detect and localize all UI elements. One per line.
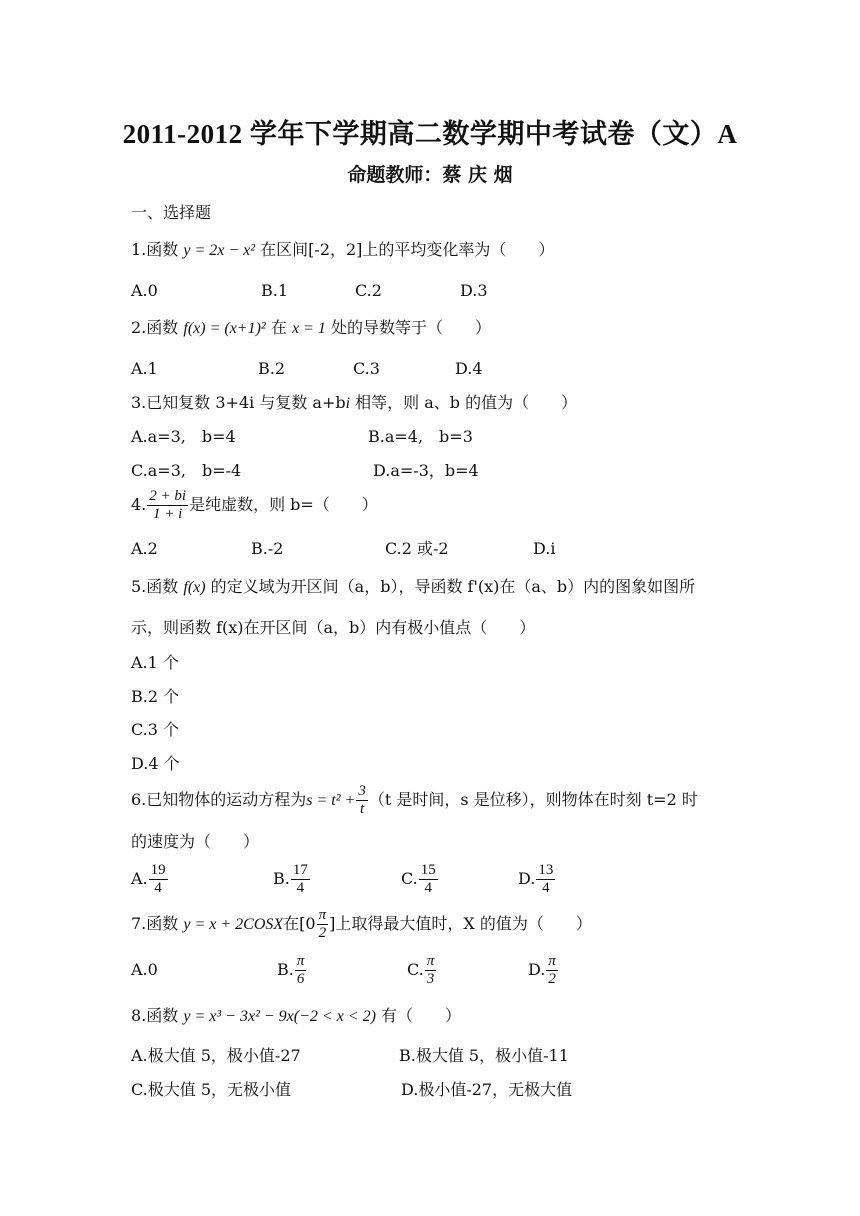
q6-option-c-label: C. (401, 869, 418, 888)
q5-option-a: A.1 个 (131, 653, 179, 672)
q6-option-d-num: 13 (538, 862, 554, 878)
q2-formula: f(x) = (x+1)² (183, 320, 266, 337)
q7-suffix: ]上取得最大值时，X 的值为（ ） (329, 914, 592, 933)
q1-suffix: 在区间[-2，2]上的平均变化率为（ ） (260, 240, 555, 259)
q6-option-a-label: A. (131, 869, 148, 888)
q6-suffix: （t 是时间，s 是位移），则物体在时刻 t=2 时 (368, 790, 698, 809)
q2-prefix: 2.函数 (131, 318, 179, 337)
q7-numerator: π (318, 907, 327, 923)
q6-prefix: 6.已知物体的运动方程为 (131, 790, 307, 809)
q5-option-d: D.4 个 (131, 754, 180, 773)
question-6 (131, 783, 698, 818)
q4-numerator: 2 + bi (149, 488, 187, 504)
q6-option-c-den: 4 (424, 880, 433, 896)
q5-formula: f(x) (183, 579, 206, 596)
q1-option-d: D.3 (460, 281, 488, 300)
q1-prefix: 1.函数 (131, 240, 179, 259)
q4-fraction (147, 488, 188, 523)
q3-suffix: 相等，则 a、b 的值为（ ） (355, 393, 578, 412)
q6-option-a (131, 862, 169, 897)
q2-mid: 在 (270, 318, 287, 337)
q6-option-d-label: D. (518, 869, 536, 888)
q5-option-c: C.3 个 (131, 720, 180, 739)
q5-prefix: 5.函数 (131, 577, 179, 596)
q4-prefix: 4. (131, 495, 147, 514)
q2-condition: x = 1 (291, 320, 326, 337)
q8-option-a: A.极大值 5，极小值-27 (131, 1046, 301, 1065)
q6-option-c-fraction (419, 862, 438, 897)
q7-option-d (528, 953, 559, 988)
author-line: 命题教师：蔡 庆 烟 (347, 164, 513, 186)
q7-fraction (317, 907, 329, 942)
q6-numerator: 3 (358, 783, 366, 799)
question-7 (131, 907, 592, 942)
q6-option-d-fraction (536, 862, 555, 897)
q6-option-a-num: 19 (150, 862, 166, 878)
q6-option-b-label: B. (273, 869, 290, 888)
q8-option-b: B.极大值 5，极小值-11 (399, 1046, 569, 1065)
q5-line-2: 示，则函数 f(x)在开区间（a，b）内有极小值点（ ） (131, 618, 536, 637)
q6-line-2: 的速度为（ ） (131, 832, 260, 851)
q7-option-d-num: π (548, 953, 556, 969)
q3-option-d: D.a=-3，b=4 (373, 461, 479, 480)
q7-option-d-label: D. (528, 960, 546, 979)
q7-option-c (407, 953, 437, 988)
q6-option-a-den: 4 (154, 880, 162, 896)
question-2 (131, 318, 491, 339)
q7-option-c-fraction (425, 953, 437, 988)
q1-formula: y = 2x − x² (183, 242, 256, 259)
q3-option-b: B.a=4, b=3 (368, 427, 473, 446)
q6-option-b-num: 17 (292, 862, 308, 878)
q3-option-c: C.a=3, b=-4 (131, 461, 242, 480)
q5-line1-rest: 的定义域为开区间（a，b），导函数 f'(x)在（a、b）内的图象如图所 (210, 577, 696, 596)
q8-option-c: C.极大值 5，无极小值 (131, 1080, 292, 1099)
q2-option-a: A.1 (131, 359, 158, 378)
q7-option-b-label: B. (277, 960, 294, 979)
q6-option-c (401, 862, 439, 897)
q7-option-c-den: 3 (426, 971, 435, 987)
q3-imag-unit: i (345, 395, 351, 412)
q7-formula: y = x + 2COSX (183, 916, 284, 933)
page-title: 2011-2012 学年下学期高二数学期中考试卷（文）A (122, 119, 738, 149)
q3-text: 3.已知复数 3+4i 与复数 a+b (131, 393, 346, 412)
q1-option-a: A.0 (131, 281, 158, 300)
q1-option-c: C.2 (355, 281, 382, 300)
q7-option-d-fraction (546, 953, 558, 988)
q4-suffix: 是纯虚数，则 b=（ ） (189, 495, 378, 514)
q6-fraction (356, 783, 368, 818)
q6-option-a-fraction (149, 862, 168, 897)
q6-option-b-den: 4 (296, 880, 305, 896)
q7-option-b-fraction (295, 953, 307, 988)
q2-suffix: 处的导数等于（ ） (330, 318, 491, 337)
q2-option-c: C.3 (353, 359, 380, 378)
q6-option-b-fraction (291, 862, 310, 897)
q7-option-d-den: 2 (548, 971, 556, 987)
q7-prefix: 7.函数 (131, 914, 179, 933)
q2-option-b: B.2 (258, 359, 286, 378)
q4-option-a: A.2 (131, 539, 158, 558)
question-1 (131, 240, 554, 261)
q8-option-d: D.极小值-27，无极大值 (401, 1080, 573, 1099)
q4-option-c: C.2 或-2 (385, 539, 449, 558)
question-8 (131, 1006, 461, 1027)
q6-option-d (518, 862, 556, 897)
q2-option-d: D.4 (455, 359, 483, 378)
q4-denominator: 1 + i (153, 506, 183, 522)
q7-option-b-den: 6 (296, 971, 305, 987)
q7-option-c-num: π (426, 953, 435, 969)
q7-option-b-num: π (296, 953, 305, 969)
q4-option-b: B.-2 (251, 539, 284, 558)
q8-suffix: 有（ ） (381, 1006, 462, 1025)
q7-option-a: A.0 (131, 960, 158, 979)
q8-prefix: 8.函数 (131, 1006, 179, 1025)
q4-option-d: D.i (533, 539, 556, 558)
q7-option-b (277, 953, 307, 988)
q3-option-a: A.a=3, b=4 (131, 427, 236, 446)
q7-mid: 在[0 (283, 914, 316, 933)
q5-option-b: B.2 个 (131, 687, 180, 706)
section-heading: 一、选择题 (131, 203, 212, 222)
q8-formula: y = x³ − 3x² − 9x(−2 < x < 2) (183, 1008, 376, 1025)
q6-option-d-den: 4 (542, 880, 550, 896)
question-4 (131, 488, 378, 523)
question-5 (131, 577, 695, 598)
q7-denominator: 2 (318, 925, 327, 941)
question-3 (131, 393, 577, 414)
q6-option-c-num: 15 (420, 862, 436, 878)
q1-option-b: B.1 (261, 281, 289, 300)
q6-option-b (273, 862, 311, 897)
q7-option-c-label: C. (407, 960, 424, 979)
q6-denominator: t (360, 801, 365, 817)
q6-formula: s = t² + (306, 792, 356, 809)
